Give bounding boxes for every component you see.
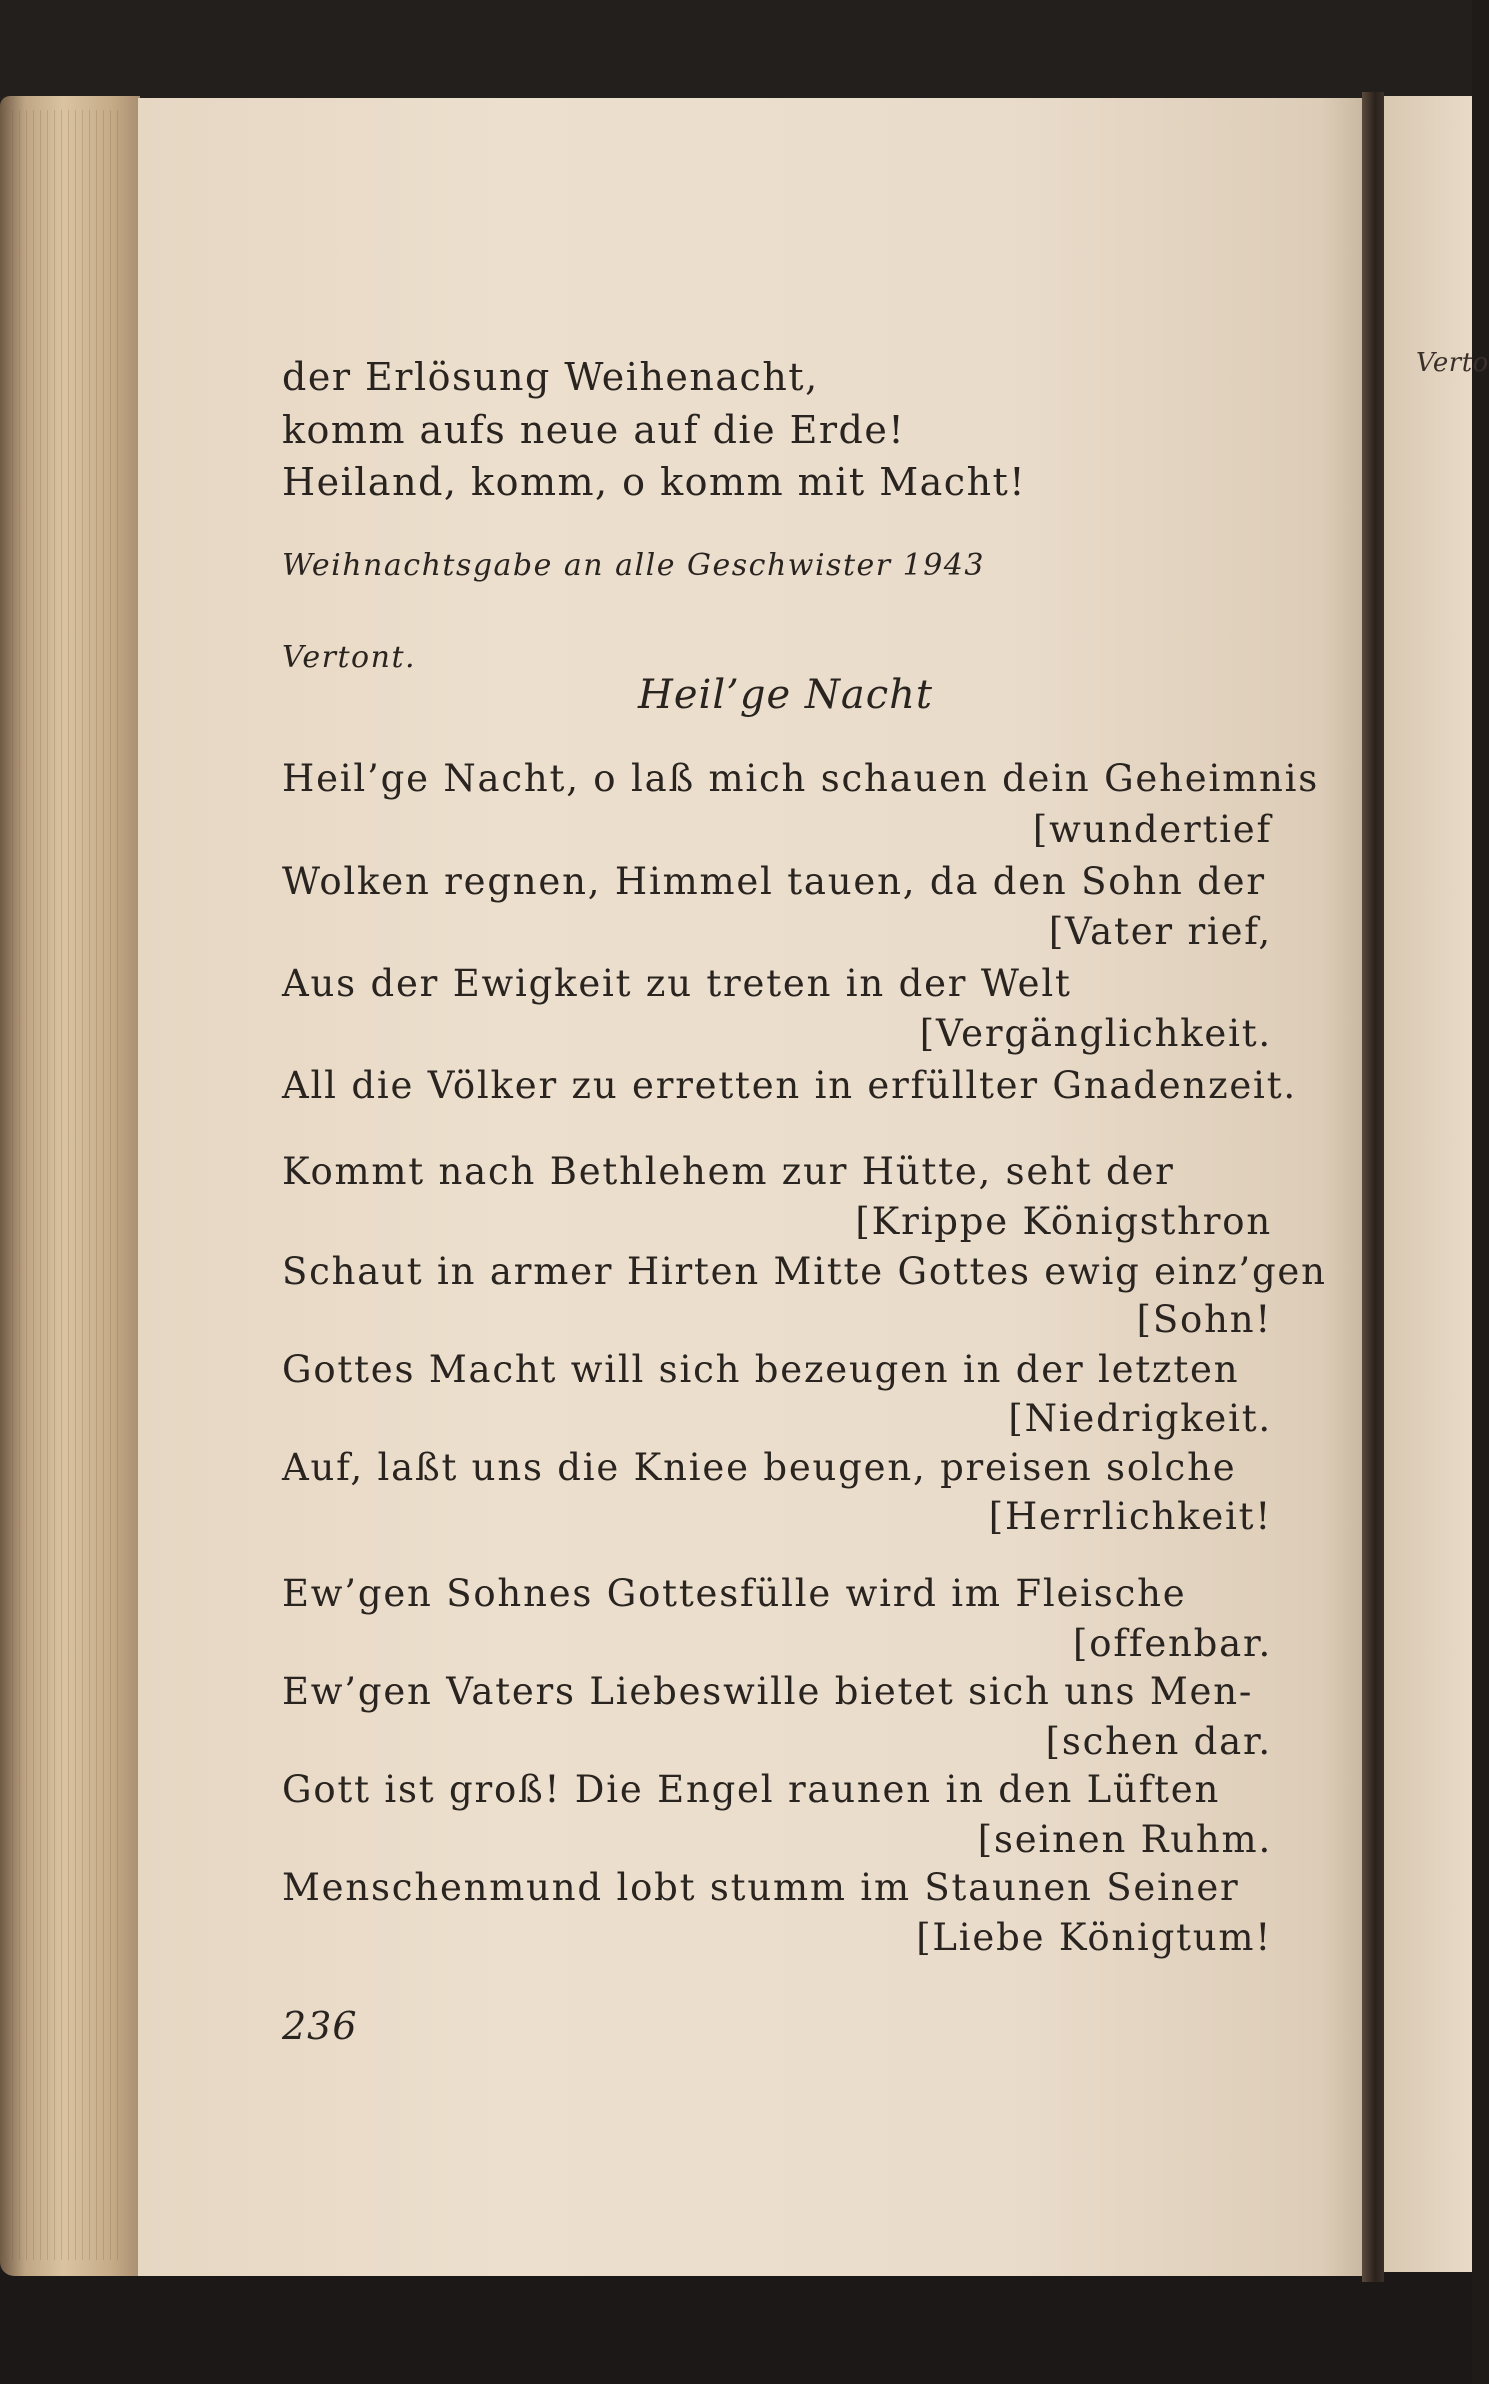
stanza-3-line-3-cont: [seinen Ruhm.	[977, 1818, 1272, 1861]
page-number: 236	[282, 2004, 358, 2048]
background-top	[0, 0, 1472, 100]
adjacent-page	[1384, 96, 1472, 2272]
opening-verse-line-1: der Erlösung Weihenacht,	[282, 355, 819, 399]
stanza-2-line-3-cont: [Niedrigkeit.	[1008, 1397, 1272, 1440]
poem-title: Heil’ge Nacht	[638, 672, 933, 718]
opening-verse-line-3: Heiland, komm, o komm mit Macht!	[282, 460, 1027, 504]
stanza-2-line-4-cont: [Herrlichkeit!	[988, 1495, 1272, 1538]
stanza-3-line-2: Ew’gen Vaters Liebeswille bietet sich uns Men-	[282, 1670, 1254, 1713]
dedication: Weihnachtsgabe an alle Geschwister 1943	[282, 548, 985, 583]
stanza-1-line-1: Heil’ge Nacht, o laß mich schauen dein Geheimnis	[282, 757, 1320, 800]
composition-note: Vertont.	[282, 640, 417, 675]
stanza-2-line-1: Kommt nach Bethlehem zur Hütte, seht der	[282, 1150, 1175, 1193]
stanza-1-line-3-cont: [Vergänglichkeit.	[919, 1012, 1272, 1055]
background-bottom	[0, 2270, 1472, 2384]
stanza-3-line-4: Menschenmund lobt stumm im Staunen Seiner	[282, 1866, 1240, 1909]
stanza-1-line-4: All die Völker zu erretten in erfüllter Gnadenzeit.	[282, 1064, 1297, 1107]
stanza-3-line-4-cont: [Liebe Königtum!	[916, 1916, 1272, 1959]
stanza-3-line-1-cont: [offenbar.	[1073, 1622, 1272, 1665]
stanza-3-line-3: Gott ist groß! Die Engel raunen in den Lüften	[282, 1768, 1221, 1811]
opening-verse-line-2: komm aufs neue auf die Erde!	[282, 408, 906, 452]
stanza-2-line-2-cont: [Sohn!	[1136, 1298, 1272, 1341]
page-stack-lines	[12, 110, 122, 2260]
stanza-3-line-1: Ew’gen Sohnes Gottesfülle wird im Fleische	[282, 1572, 1187, 1615]
book-gutter	[1362, 92, 1384, 2282]
stanza-3-line-2-cont: [schen dar.	[1045, 1720, 1272, 1763]
stanza-1-line-3: Aus der Ewigkeit zu treten in der Welt	[282, 962, 1072, 1005]
stanza-2-line-1-cont: [Krippe Königsthron	[855, 1200, 1272, 1243]
stanza-2-line-4: Auf, laßt uns die Kniee beugen, preisen solche	[282, 1446, 1237, 1489]
stanza-2-line-3: Gottes Macht will sich bezeugen in der letzten	[282, 1348, 1240, 1391]
stanza-2-line-2: Schaut in armer Hirten Mitte Gottes ewig einz’gen	[282, 1250, 1327, 1293]
stanza-1-line-2-cont: [Vater rief,	[1048, 910, 1272, 953]
stanza-1-line-2: Wolken regnen, Himmel tauen, da den Sohn der	[282, 860, 1266, 903]
stanza-1-line-1-cont: [wundertief	[1032, 808, 1272, 851]
adjacent-page-fragment: Verto	[1416, 348, 1489, 378]
